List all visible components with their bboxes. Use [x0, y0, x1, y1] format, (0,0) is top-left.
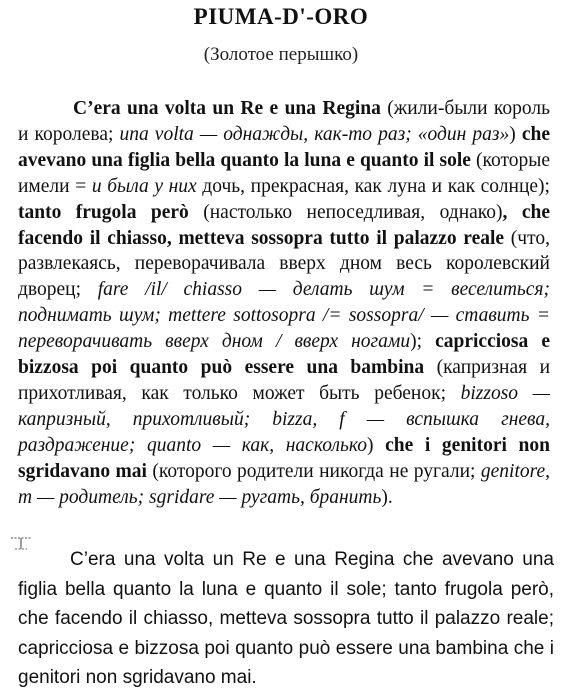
text-segment: fare /il/ chiasso — делать шум = веселиться; поднимать шум; mettere sottosopra /= sossopra/ — ставить = переворачивать вверх дном / вверх ногами [18, 279, 550, 353]
text-segment: (которые имели = [18, 149, 550, 197]
text-segment: (жили-были король и королева; [18, 98, 550, 145]
text-segment: capricciosa e bizzosa poi quanto può essere una bambina [18, 331, 550, 379]
text-segment: ) [366, 434, 386, 456]
text-segment: ). [381, 486, 393, 508]
text-segment: и была у них [91, 175, 197, 197]
text-segment: (что, развлекаясь, переворачивала вверх дном весь королевский дворец; [18, 227, 550, 301]
text-segment: (настолько непоседливая, однако) [188, 201, 503, 223]
text-segment: che avevano una figlia bella quanto la luna e quanto il sole [18, 123, 550, 171]
text-segment: genitore, m — родитель; sgridare — ругать, бранить [18, 460, 551, 508]
text-segment: C’era una volta un Re e una Regina [73, 98, 381, 119]
text-segment: (капризная и прихотливая, как только может быть ребенок; [18, 357, 550, 404]
plain-paragraph: C’era una volta un Re e una Regina che avevano una figlia bella quanto la luna e quanto il sole; tanto frugola però, che facendo il chiasso, metteva sossopra tutto il palazzo reale; capricciosa e bizzosa poi quanto può essere una bambina che i genitori non sgridavano mai. [18, 549, 554, 688]
text-segment: (которого родители никогда не ругали; [146, 460, 481, 482]
text-segment: una volta — однажды, как-то раз; «один раз» [119, 123, 510, 145]
text-segment: ) [509, 123, 522, 145]
text-segment: , che facendo il chiasso, metteva sossopra tutto il palazzo reale [18, 201, 550, 249]
text-segment: дочь, прекрасная, как луна и как солнце); [196, 175, 550, 197]
chapter-subtitle: (Золотое перышко) [203, 44, 359, 65]
annotated-paragraph [18, 96, 550, 511]
chapter-title: PIUMA-D'-ORO [193, 4, 369, 29]
text-segment: bizzoso — капризный, прихотливый; bizza, f — вспышка гнева, раздражение; quanto — как, насколько [18, 382, 550, 456]
text-segment: tanto frugola però [18, 201, 189, 223]
text-segment: ); [410, 331, 436, 353]
text-segment: che i genitori non sgridavano mai [18, 434, 550, 482]
